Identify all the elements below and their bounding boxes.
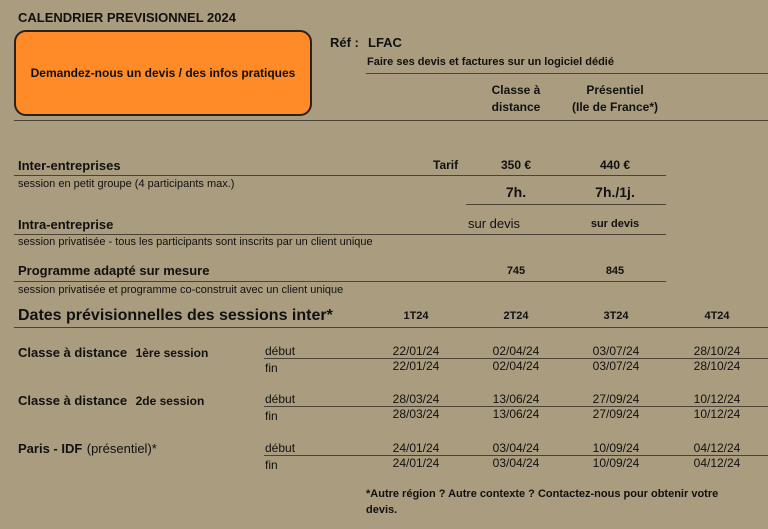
divider <box>14 281 666 282</box>
offer-custom-subtitle: session privatisée et programme co-construit avec un client unique <box>18 284 344 296</box>
dates-title: Dates prévisionnelles des sessions inter* <box>18 307 333 324</box>
column-header-distance: Classe à distance <box>491 83 541 114</box>
offer-inter-subtitle: session en petit groupe (4 participants max.) <box>18 178 235 190</box>
divider <box>14 327 768 328</box>
session-3-end-q3: 10/09/24 <box>592 456 640 470</box>
session-1-start-q2: 02/04/24 <box>492 344 540 358</box>
offer-intra-title: Intra-entreprise <box>18 217 114 232</box>
quarter-header-2: 2T24 <box>503 310 529 322</box>
offer-custom-title: Programme adapté sur mesure <box>18 263 210 278</box>
session-1-name: Classe à distance 1ère session <box>18 345 209 360</box>
price-inter-presentiel: 440 € <box>599 158 631 172</box>
page-title: CALENDRIER PREVISIONNEL 2024 <box>18 10 236 25</box>
session-3-start-q4: 04/12/24 <box>693 441 741 455</box>
session-3-end-label: fin <box>265 458 278 472</box>
session-3-start-q3: 10/09/24 <box>592 441 640 455</box>
divider <box>14 234 666 235</box>
duration-inter-presentiel: 7h./1j. <box>595 184 635 200</box>
quote-request-button[interactable]: Demandez-nous un devis / des infos pratiques <box>14 30 312 116</box>
session-2-start-label: début <box>265 392 296 406</box>
session-2-end-q2: 13/06/24 <box>492 407 540 421</box>
session-1-end-q3: 03/07/24 <box>592 359 640 373</box>
price-inter-distance: 350 € <box>500 158 532 172</box>
session-2-end-q1: 28/03/24 <box>392 407 440 421</box>
footnote: *Autre région ? Autre contexte ? Contactez-nous pour obtenir votre devis. <box>366 488 719 516</box>
quarter-header-4: 4T24 <box>704 310 730 322</box>
session-1-end-label: fin <box>265 361 278 375</box>
session-3-start-q1: 24/01/24 <box>392 441 440 455</box>
quarter-header-1: 1T24 <box>403 310 429 322</box>
session-2-end-label: fin <box>265 409 278 423</box>
session-2-name: Classe à distance 2de session <box>18 393 205 408</box>
session-1-end-q4: 28/10/24 <box>693 359 741 373</box>
session-1-end-q2: 02/04/24 <box>492 359 540 373</box>
ref-code: LFAC <box>368 35 402 50</box>
session-2-start-q1: 28/03/24 <box>392 392 440 406</box>
divider <box>14 120 768 121</box>
session-1-start-q4: 28/10/24 <box>693 344 741 358</box>
session-3-start-label: début <box>265 441 296 455</box>
session-2-start-q2: 13/06/24 <box>492 392 540 406</box>
session-1-start-q3: 03/07/24 <box>592 344 640 358</box>
session-2-end-q4: 10/12/24 <box>693 407 741 421</box>
offer-intra-subtitle: session privatisée - tous les participants sont inscrits par un client unique <box>18 236 373 248</box>
session-1-start-q1: 22/01/24 <box>392 344 440 358</box>
price-intra-presentiel: sur devis <box>590 218 640 230</box>
session-3-end-q2: 03/04/24 <box>492 456 540 470</box>
price-custom-presentiel: 845 <box>605 265 625 277</box>
divider <box>466 204 666 205</box>
session-3-end-q4: 04/12/24 <box>693 456 741 470</box>
session-1-start-label: début <box>265 344 296 358</box>
divider <box>14 175 666 176</box>
session-2-end-q3: 27/09/24 <box>592 407 640 421</box>
session-3-start-q2: 03/04/24 <box>492 441 540 455</box>
divider <box>366 73 768 74</box>
session-1-end-q1: 22/01/24 <box>392 359 440 373</box>
ref-label: Réf : <box>330 35 359 50</box>
session-3-end-q1: 24/01/24 <box>392 456 440 470</box>
session-2-start-q3: 27/09/24 <box>592 392 640 406</box>
price-custom-distance: 745 <box>506 265 526 277</box>
duration-inter-distance: 7h. <box>505 184 527 200</box>
column-header-presentiel: Présentiel (Ile de France*) <box>571 83 659 114</box>
course-name: Faire ses devis et factures sur un logiciel dédié <box>367 56 614 68</box>
session-2-start-q4: 10/12/24 <box>693 392 741 406</box>
session-3-name: Paris - IDF (présentiel)* <box>18 441 157 456</box>
price-intra-distance: sur devis <box>468 216 521 231</box>
tarif-label: Tarif <box>433 158 459 172</box>
quarter-header-3: 3T24 <box>603 310 629 322</box>
offer-inter-title: Inter-entreprises <box>18 158 121 173</box>
